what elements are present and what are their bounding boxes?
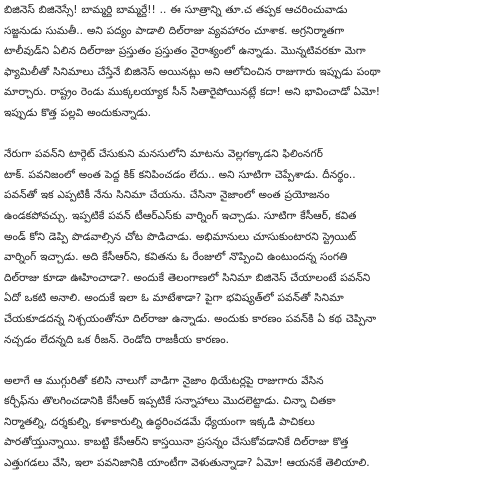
text-line: చేయకూడదన్న నిశ్చయంతోనూ దిల్‌రాజు ఉన్నాడు. అందుకు కారణం పవన్‌కి ఏ కథ చెప్పినా [4, 312, 377, 325]
text-line: మార్చారు. రాష్ట్రం రెండు ముక్కలయ్యాక సీన్ సితారైపోయినట్లే కదా! అని భావించాడో ఏమో! [4, 86, 381, 99]
text-line: ఉండకపోవచ్చు. ఇప్పటికే పవన్ టీఆర్ఎస్‌కు వార్నింగ్ ఇచ్చాడు. సూటిగా కేసీఆర్, కవిత [4, 209, 357, 222]
text-line: ఇప్పుడు కొత్త పల్లవి అందుకున్నాడు. [4, 106, 152, 119]
text-line: వార్నింగ్ ఇచ్చాడు. అది కేసీఆర్‌ని, కవితను ఓ రేంజులో నొప్పించి ఉంటుందన్న సంగతి [4, 251, 348, 264]
text-line: నిర్మాతల్ని, దర్శకుల్ని, కళాకారుల్ని ఉద్ధరించడమే ధ్యేయంగా ఇక్కడి పాచికలు [4, 415, 315, 428]
text-line: దిల్‌రాజు కూడా ఊహించాడా?. అందుకే తెలంగాణలో సినిమా బిజినెస్ చేయాలంటే పవన్‌ని [4, 271, 371, 284]
text-line: పవన్‌తో ఇక ఎప్పటికీ నేను సినిమా చేయను. చేసినా నైజాంలో అంత ప్రయోజనం [4, 189, 330, 202]
paragraph-2 [4, 144, 475, 350]
text-line: నేరుగా పవన్‌ని టార్గెట్ చేసుకుని మనసులోని మాటను వెల్లగక్కాడని ఫిలింనగర్ [4, 148, 323, 161]
text-line: టాక్. పవనిజంలో అంత పెద్ద కిక్ కనిపించడం లేదు.. అని సూటిగా చెప్పేశాడు. దీనర్థం.. [4, 168, 356, 181]
paragraph-3 [4, 371, 475, 474]
paragraph-spacer [4, 350, 475, 371]
text-line: ఫ్యామిలీతో సినిమాలు చేస్తేనే బిజినెస్ అయినట్లు అని ఆలోచించిన రాజుగారు ఇప్పుడు పంథా [4, 65, 381, 78]
text-line: సజ్జనుడు సుమతీ.. అని పద్యం పాడాలి దిల్‌రాజు వ్యవహారం చూశాక. అగ్రనిర్మాతగా [4, 24, 345, 37]
text-line: పారతోయ్తున్నాయి. కాబట్టి కేసీఆర్‌ని కాస్తయినా ప్రసన్నం చేసుకోవడానికే దిల్‌రాజు కొత్త [4, 436, 349, 449]
paragraph-1 [4, 0, 475, 124]
paragraph-spacer [4, 124, 475, 145]
text-line: అలాగే ఆ ముగ్గురితో కలిసి నాలుగో వాడిగా నైజాం థియేటర్లపై రాజుగారు వేసిన [4, 374, 324, 387]
text-line: బిజినెస్ బిజినెస్సే! బామ్మర్ది బామ్మర్దే!! .. ఈ సూత్రాన్ని తూ.చ తప్పక ఆచరించువాడు [4, 4, 348, 16]
text-line: ఎత్తుగడలు వేసి, ఇలా పవనిజానికి యాంటీగా వెళుతున్నాడా? ఏమో! ఆయనకే తెలియాలి. [4, 457, 370, 470]
text-line: నచ్చడం లేదన్నది ఒక రీజన్. రెండోది రాజకీయ కారణం. [4, 333, 229, 346]
article-body [4, 0, 475, 474]
text-line: టాలీవుడ్‌ని ఏలిన దిల్‌రాజు ప్రస్తుతం ప్రస్తుతం నైరాశ్యంలో ఉన్నాడు. మొన్నటివరకూ మెగా [4, 45, 366, 58]
text-line: కర్చీఫ్‌ను తొలగించడానికి కేసీఆర్ ఇప్పటికే సన్నాహాలు మొదలెట్టాడు. చిన్నా చితకా [4, 395, 336, 408]
text-line: ఏదో ఒకటి అనాలి. అందుకే ఇలా ఓ మాటేశాడా? పైగా భవిష్యత్‌లో పవన్‌తో సినిమా [4, 292, 344, 305]
text-line: అండ్ కోని డెప్పి పొడవాల్సిన చోట పొడిచాడు. అభిమానులు చూసుకుంటారని స్ట్రెయిట్ [4, 230, 357, 243]
